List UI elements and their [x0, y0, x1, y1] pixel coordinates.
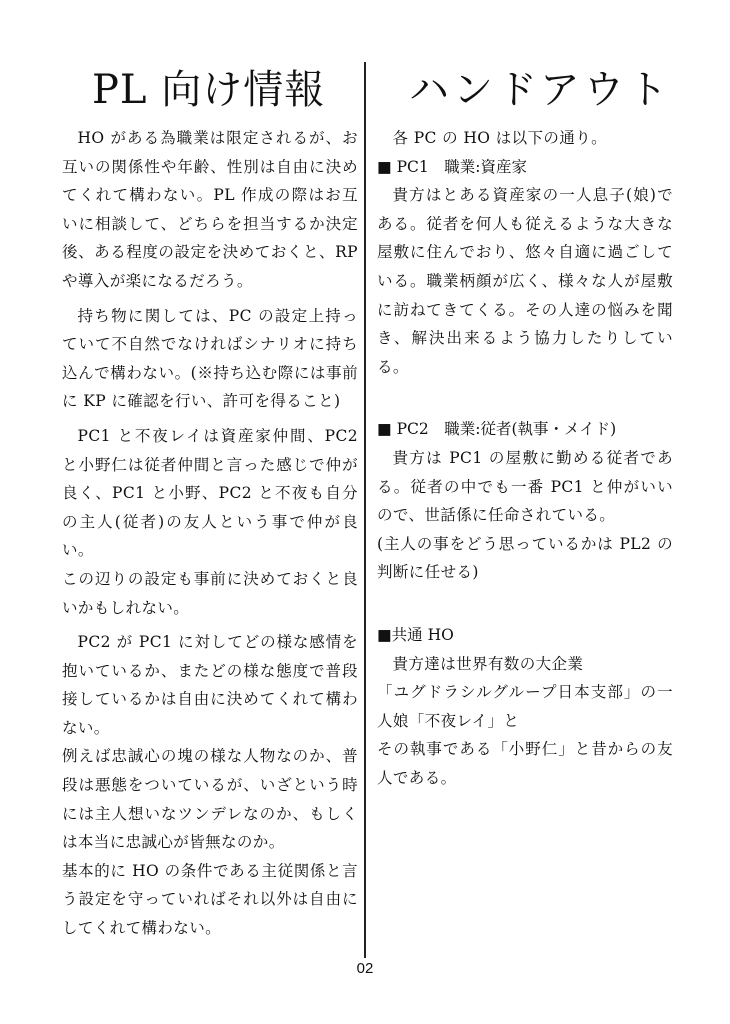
left-paragraph-6: 例えば忠誠心の塊の様な人物なのか、普段は悪態をついているが、いざという時には主人想いなツンデレなのか、もしくは本当に忠誠心が皆無なのか。	[62, 747, 358, 852]
pc1-heading: ■ PC1 職業:資産家	[377, 157, 527, 176]
pc2-heading: ■ PC2 職業:従者(執事・メイド)	[377, 420, 617, 439]
common-line-3: その執事である「小野仁」と昔からの友人である。	[377, 740, 673, 787]
pc1-body: 貴方はとある資産家の一人息子(娘)である。従者を何人も従えるような大きな屋敷に住んでおり、悠々自適に過ごしている。職業柄顔が広く、様々な人が屋敷に訪ねてきてくる。その人達の悩みを聞き、解決出来るよう協力したりしている。	[377, 186, 673, 376]
right-column	[377, 62, 673, 798]
left-paragraph-4: この辺りの設定も事前に決めておくと良いかもしれない。	[62, 569, 358, 617]
column-divider	[364, 62, 366, 958]
common-heading: ■共通 HO	[377, 625, 454, 644]
common-line-2: 「ユグドラシルグループ日本支部」の一人娘「不夜レイ」と	[377, 683, 673, 730]
left-paragraph-5: PC2 が PC1 に対してどの様な感情を抱いているか、またどの様な態度で普段接しているかは自由に決めてくれて構わない。	[62, 633, 358, 737]
spacer	[377, 593, 673, 621]
left-paragraph-1: HO がある為職業は限定されるが、お互いの関係性や年齢、性別は自由に決めてくれて構わない。PL 作成の際はお互いに相談して、どちらを担当するか決定後、ある程度の設定を決めておくと、RP や導入が楽になるだろう。	[62, 129, 358, 290]
right-title: ハンドアウト	[409, 67, 672, 113]
left-title: PL 向け情報	[92, 67, 326, 113]
page-number: 02	[356, 960, 374, 977]
left-paragraph-7: 基本的に HO の条件である主従関係と言う設定を守っていればそれ以外は自由にしてくれて構わない。	[62, 861, 358, 938]
left-paragraph-3: PC1 と不夜レイは資産家仲間、PC2 と小野仁は従者仲間と言った感じで仲が良く、PC1 と小野、PC2 と不夜も自分の主人(従者)の友人という事で仲が良い。	[62, 426, 358, 560]
left-column	[62, 62, 358, 949]
handout-intro: 各 PC の HO は以下の通り。	[392, 129, 608, 147]
common-line-1: 貴方達は世界有数の大企業	[392, 654, 584, 673]
left-paragraph-2: 持ち物に関しては、PC の設定上持っていて不自然でなければシナリオに持ち込んで構わない。(※持ち込む際には事前に KP に確認を行い、許可を得ること)	[62, 306, 358, 411]
pc2-note: (主人の事をどう思っているかは PL2 の判断に任せる)	[377, 534, 673, 582]
spacer	[377, 387, 673, 415]
pc2-body: 貴方は PC1 の屋敷に勤める従者である。従者の中でも一番 PC1 と仲がいいので、世話係に任命されている。	[377, 448, 673, 525]
